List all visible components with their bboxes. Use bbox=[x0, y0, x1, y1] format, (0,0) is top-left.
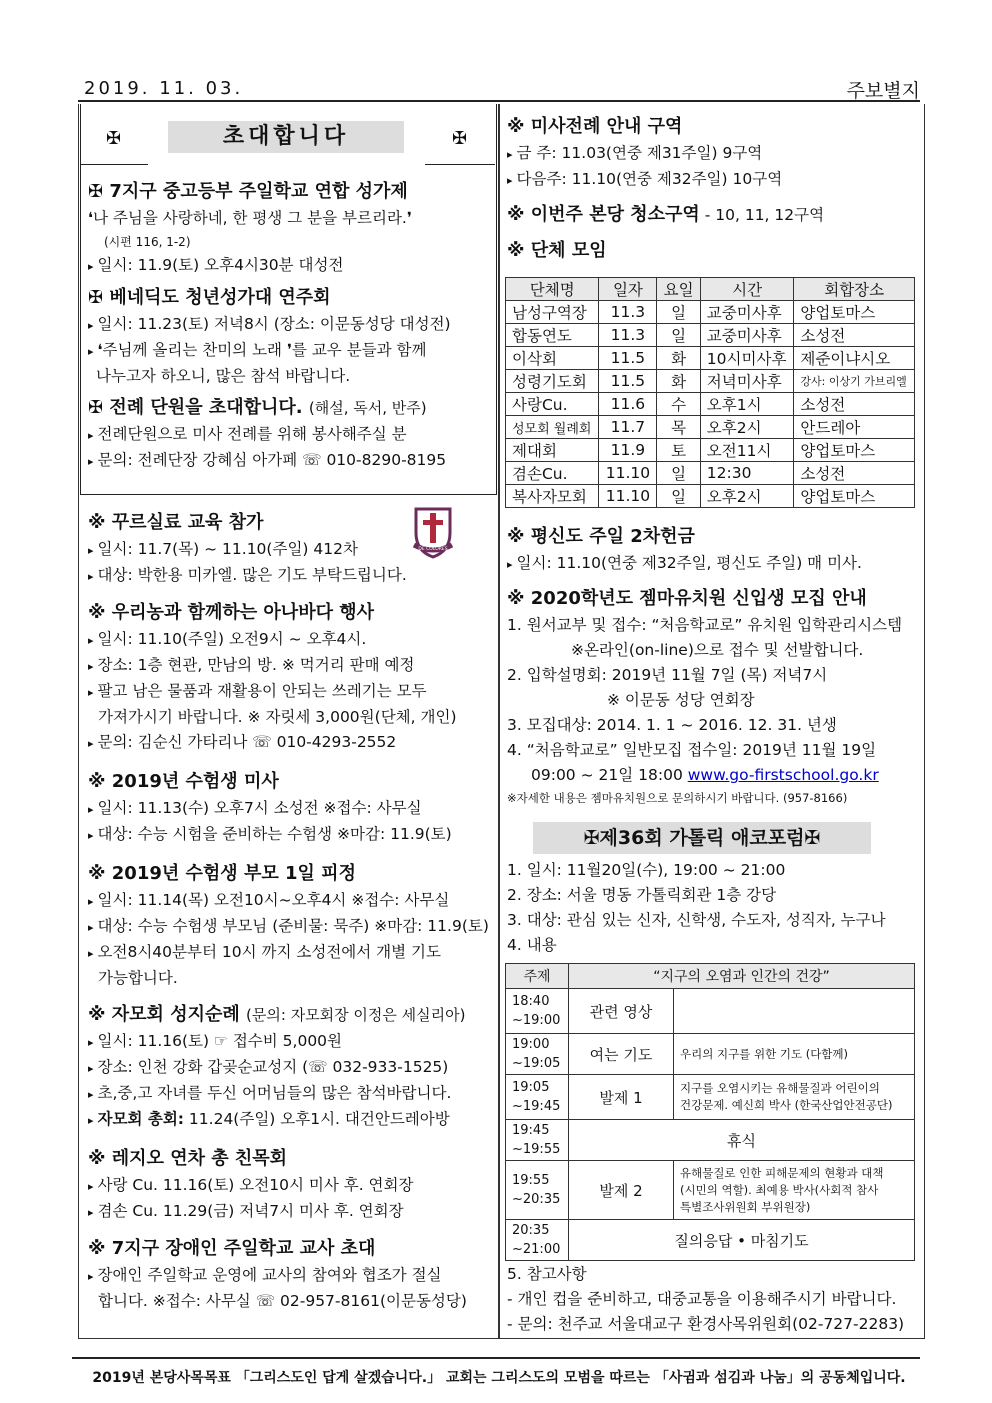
group-meeting-table bbox=[505, 277, 915, 508]
table-cell: 11.7 bbox=[599, 416, 657, 439]
bullet-icon: ▸ bbox=[88, 345, 94, 358]
header-rule bbox=[78, 100, 920, 102]
table-cell: 이삭회 bbox=[506, 347, 599, 370]
table-row bbox=[506, 1075, 915, 1120]
bullet-icon: ▸ bbox=[88, 1088, 94, 1101]
time-cell: 19:05 ~19:45 bbox=[506, 1075, 569, 1120]
program-item-cell: 휴식 bbox=[569, 1120, 915, 1161]
right-mid-sections: ※ 평신도 주일 2차헌금 ▸ 일시: 11.10(연중 제32주일, 평신도 주일) 매 미사. ※ 2020학년도 젬마유치원 신입생 모집 안내 1. 원서교부 및 접수: “처음학교로” 유치원 입학관리시스템 ※온라인(on-line)으로 접수 및 선발합니다. 2. 입학설명회: 2019년 11월 7일 (목) 저녁7시 ※ 이문동 성당 연회장 3. 모집대상: 2014. 1. 1 ~ 2016. 12. 31. 년생 4. “처음학교로” 일반모집 접수일: 2019년 11월 19일 09:00 ~ 21일 18:00 www.go-firstschool.go.kr ※자세한 내용은 젬마유치원으로 문의하시기 바랍니다. (957-8166) bbox=[507, 526, 903, 805]
cross-icon: ✠ bbox=[106, 128, 122, 149]
table-cell: 제준이냐시오 bbox=[794, 347, 915, 370]
table-row bbox=[506, 1161, 915, 1220]
table-cell: 강사: 이상기 가브리엘 bbox=[794, 370, 915, 393]
table-cell: 오후1시 bbox=[700, 393, 794, 416]
section-heading: ✠ 전례 단원을 초대합니다. (해설, 독서, 반주) bbox=[88, 397, 427, 418]
eco-forum-title: ✠제36회 가톨릭 애코포럼✠ bbox=[533, 822, 871, 854]
table-row bbox=[506, 1120, 915, 1161]
bullet-icon: ▸ bbox=[88, 570, 94, 583]
table-row bbox=[506, 393, 915, 416]
table-cell: 11.10 bbox=[599, 485, 657, 508]
bullet-icon: ▸ bbox=[88, 260, 94, 273]
bullet-icon: ▸ bbox=[88, 634, 94, 647]
table-cell: 11.10 bbox=[599, 462, 657, 485]
eco-forum-info: 1. 일시: 11월20일(수), 19:00 ~ 21:00 2. 장소: 서울 명동 가톨릭회관 1층 강당 3. 대상: 관심 있는 신자, 신학생, 수도자, 성직자, 누구나 4. 내용 bbox=[507, 861, 886, 954]
program-item-cell: 질의응답 • 마침기도 bbox=[569, 1220, 915, 1261]
table-cell: 11.9 bbox=[599, 439, 657, 462]
footer-motto: 2019년 본당사목목표 「그리스도인 답게 살겠습니다.」 교회는 그리스도의 모범을 따르는 「사귐과 섬김과 나눔」의 공동체입니다. bbox=[92, 1370, 906, 1386]
table-cell: 일 bbox=[657, 301, 700, 324]
bullet-icon: ▸ bbox=[88, 803, 94, 816]
bullet-icon: ▸ bbox=[507, 174, 513, 187]
section-mark-icon: ※ bbox=[88, 771, 106, 792]
bullet-icon: ▸ bbox=[88, 737, 94, 750]
table-cell: 교중미사후 bbox=[700, 324, 794, 347]
table-header-cell: 요일 bbox=[657, 278, 700, 301]
table-cell: 일 bbox=[657, 485, 700, 508]
table-cell: 소성전 bbox=[794, 462, 915, 485]
table-cell: 수 bbox=[657, 393, 700, 416]
lyric-line: ❛나 주님을 사랑하네, 한 평생 그 분을 부르리라.❜ bbox=[88, 209, 412, 227]
title-rule-left bbox=[80, 164, 148, 165]
table-cell: 저녁미사후 bbox=[700, 370, 794, 393]
table-cell: 일 bbox=[657, 324, 700, 347]
section-mark-icon: ※ bbox=[507, 204, 525, 225]
table-row bbox=[506, 989, 915, 1034]
program-item-cell: 여는 기도 bbox=[569, 1034, 674, 1075]
table-row bbox=[506, 462, 915, 485]
table-cell: 합동연도 bbox=[506, 324, 599, 347]
table-cell: 목 bbox=[657, 416, 700, 439]
section-mark-icon: ※ bbox=[507, 240, 525, 261]
table-cell: 11.6 bbox=[599, 393, 657, 416]
table-cell: 11.3 bbox=[599, 301, 657, 324]
bullet-icon: ▸ bbox=[88, 429, 94, 442]
table-row bbox=[506, 370, 915, 393]
section-mark-icon: ※ bbox=[507, 588, 525, 609]
table-cell: 오전11시 bbox=[700, 439, 794, 462]
table-row bbox=[506, 324, 915, 347]
table-cell: 교중미사후 bbox=[700, 301, 794, 324]
table-cell: 11.5 bbox=[599, 347, 657, 370]
title-rule-right bbox=[425, 164, 495, 165]
section-mark-icon: ※ bbox=[88, 512, 106, 533]
bullet-icon: ▸ bbox=[88, 947, 94, 960]
time-cell: 18:40 ~19:00 bbox=[506, 989, 569, 1034]
svg-text:DE COLORES: DE COLORES bbox=[418, 547, 448, 552]
section-mark-icon: ※ bbox=[88, 1148, 106, 1169]
verse-ref: (시편 116, 1-2) bbox=[104, 235, 191, 249]
time-cell: 19:00 ~19:05 bbox=[506, 1034, 569, 1075]
section-heading: ✠ 7지구 중고등부 주일학교 연합 성가제 bbox=[88, 181, 408, 202]
table-cell: 복사자모회 bbox=[506, 485, 599, 508]
section-mark-icon: ※ bbox=[88, 1238, 106, 1259]
section-heading: ✠ 베네딕도 청년성가대 연주회 bbox=[88, 287, 331, 308]
bullet-icon: ▸ bbox=[88, 660, 94, 673]
time-cell: 20:35 ~21:00 bbox=[506, 1220, 569, 1261]
program-detail-cell: 유해물질로 인한 피해문제의 현황과 대책 (시민의 역할). 최예용 박사(사회적 참사 특별조사위원회 부위원장) bbox=[674, 1161, 915, 1220]
bullet-icon: ▸ bbox=[88, 1180, 94, 1193]
table-cell: 소성전 bbox=[794, 324, 915, 347]
bulletin-date: 2019. 11. 03. bbox=[84, 78, 244, 99]
bullet-icon: ▸ bbox=[507, 558, 513, 571]
cross-icon: ✠ bbox=[452, 128, 468, 149]
bullet-icon: ▸ bbox=[88, 1062, 94, 1075]
bullet-icon: ▸ bbox=[88, 686, 94, 699]
table-cell: 사랑Cu. bbox=[506, 393, 599, 416]
table-header-cell: 일자 bbox=[599, 278, 657, 301]
table-cell: 화 bbox=[657, 347, 700, 370]
program-item-cell: 발제 1 bbox=[569, 1075, 674, 1120]
program-detail-cell: 지구를 오염시키는 유해물질과 어린이의 건강문제. 예신희 박사 (한국산업안전공단) bbox=[674, 1075, 915, 1120]
table-row bbox=[506, 485, 915, 508]
right-top-sections: ※ 미사전례 안내 구역 ▸ 금 주: 11.03(연중 제31주일) 9구역 ▸ 다음주: 11.10(연중 제32주일) 10구역 ※ 이번주 본당 청소구역 - 10, 11, 12구역 ※ 단체 모임 bbox=[507, 116, 825, 261]
table-cell: 양업토마스 bbox=[794, 485, 915, 508]
cross-circle-icon: ✠ bbox=[88, 181, 104, 202]
section-mark-icon: ※ bbox=[88, 602, 106, 623]
table-header-cell: 주제 bbox=[506, 964, 569, 989]
bullet-icon: ▸ bbox=[88, 829, 94, 842]
table-cell: 10시미사후 bbox=[700, 347, 794, 370]
program-item-cell: 발제 2 bbox=[569, 1161, 674, 1220]
table-header-cell: 단체명 bbox=[506, 278, 599, 301]
table-cell: 남성구역장 bbox=[506, 301, 599, 324]
section-mark-icon: ※ bbox=[507, 526, 525, 547]
invite-title: 초대합니다 bbox=[168, 121, 404, 153]
table-cell: 성모회 월례회 bbox=[506, 416, 599, 439]
table-cell: 토 bbox=[657, 439, 700, 462]
eco-forum-program-table bbox=[505, 963, 915, 1261]
table-row bbox=[506, 1220, 915, 1261]
time-cell: 19:45 ~19:55 bbox=[506, 1120, 569, 1161]
program-detail-cell: 우리의 지구를 위한 기도 (다함께) bbox=[674, 1034, 915, 1075]
footer-rule bbox=[72, 1357, 920, 1359]
cross-circle-icon: ✠ bbox=[88, 397, 104, 418]
bullet-icon: ▸ bbox=[88, 319, 94, 332]
table-row bbox=[506, 439, 915, 462]
bullet-icon: ▸ bbox=[88, 1270, 94, 1283]
section-mark-icon: ※ bbox=[507, 116, 525, 137]
table-cell: 안드레아 bbox=[794, 416, 915, 439]
table-cell: 양업토마스 bbox=[794, 439, 915, 462]
table-cell: 11.5 bbox=[599, 370, 657, 393]
table-cell: 화 bbox=[657, 370, 700, 393]
program-item-cell: 관련 영상 bbox=[569, 989, 674, 1034]
table-cell: 성령기도회 bbox=[506, 370, 599, 393]
bullet-icon: ▸ bbox=[88, 1036, 94, 1049]
bullet-icon: ▸ bbox=[88, 895, 94, 908]
kindergarten-link[interactable]: www.go-firstschool.go.kr bbox=[687, 766, 879, 784]
bullet-icon: ▸ bbox=[88, 455, 94, 468]
bullet-icon: ▸ bbox=[88, 921, 94, 934]
section-mark-icon: ※ bbox=[88, 863, 106, 884]
bullet-icon: ▸ bbox=[88, 544, 94, 557]
eco-forum-notes: 5. 참고사항 - 개인 컵을 준비하고, 대중교통을 이용해주시기 바랍니다. - 문의: 천주교 서울대교구 환경사목위원회(02-727-2283) bbox=[507, 1265, 905, 1333]
time-cell: 19:55 ~20:35 bbox=[506, 1161, 569, 1220]
table-row bbox=[506, 1034, 915, 1075]
table-header-cell: 회합장소 bbox=[794, 278, 915, 301]
table-header-cell: 시간 bbox=[700, 278, 794, 301]
table-cell: 12:30 bbox=[700, 462, 794, 485]
table-row bbox=[506, 347, 915, 370]
bulletin-name: 주보별지 bbox=[846, 80, 920, 102]
table-cell: 오후2시 bbox=[700, 485, 794, 508]
table-cell: 일 bbox=[657, 462, 700, 485]
table-row bbox=[506, 416, 915, 439]
table-cell: 11.3 bbox=[599, 324, 657, 347]
left-sections: ※ 꾸르실료 교육 참가 ▸ 일시: 11.7(목) ~ 11.10(주일) 412차 ▸ 대상: 박한용 미카엘. 많은 기도 부탁드립니다. ※ 우리농과 함께하는 아나바다 행사 ▸ 일시: 11.10(주일) 오전9시 ~ 오후4시. ▸ 장소: 1층 현관, 만남의 방. ※ 먹거리 판매 예정 ▸ 팔고 남은 물품과 재활용이 안되는 쓰레기는 모두 가져가시기 바랍니다. ※ 자릿세 3,000원(단체, 개인) ▸ 문의: 김순신 가타리나 ☏ 010-4293-2552 ※ 2019년 수험생 미사 ▸ 일시: 11.13(수) 오후7시 소성전 ※접수: 사무실 ▸ 대상: 수능 시험을 준비하는 수험생 ※마감: 11.9(토) ※ 2019년 수험생 부모 1일 피정 ▸ 일시: 11.14(목) 오전10시~오후4시 ※접수: 사무실 ▸ 대상: 수능 수험생 부모님 (준비물: 묵주) ※마감: 11.9(토) ▸ 오전8시40분부터 10시 까지 소성전에서 개별 기도 가능합니다. ※ 자모회 성지순례 (문의: 자모회장 이정은 세실리아) ▸ 일시: 11.16(토) ☞ 접수비 5,000원 ▸ 장소: 인천 강화 갑곶순교성지 (☏ 032-933-1525) ▸ 초,중,고 자녀를 두신 어머님들의 많은 참석바랍니다. ▸ 자모회 총회: 11.24(주일) 오후1시. 대건안드레아방 ※ 레지오 연차 총 친목회 ▸ 사랑 Cu. 11.16(토) 오전10시 미사 후. 연회장 ▸ 겸손 Cu. 11.29(금) 저녁7시 미사 후. 연회장 ※ 7지구 장애인 주일학교 교사 초대 ▸ 장애인 주일학교 운영에 교사의 참여와 협조가 절실 합니다. ※접수: 사무실 ☏ 02-957-8161(이문동성당) bbox=[88, 512, 489, 1310]
cross-circle-icon: ✠ bbox=[88, 287, 104, 308]
table-cell: 겸손Cu. bbox=[506, 462, 599, 485]
invite-content: ✠ 7지구 중고등부 주일학교 연합 성가제 ❛나 주님을 사랑하네, 한 평생 그 분을 부르리라.❜ (시편 116, 1-2) ▸ 일시: 11.9(토) 오후4시30분 대성전 ✠ 베네딕도 청년성가대 연주회 ▸ 일시: 11.23(토) 저녁8시 (장소: 이문동성당 대성전) ▸ ❛주님께 올리는 찬미의 노래 ❜를 교우 분들과 함께 나누고자 하오니, 많은 참석 바랍니다. ✠ 전례 단원을 초대합니다. (해설, 독서, 반주) ▸ 전례단원으로 미사 전례를 위해 봉사해주실 분 ▸ 문의: 전례단장 강혜심 아가페 ☏ 010-8290-8195 bbox=[88, 178, 451, 474]
table-cell: 소성전 bbox=[794, 393, 915, 416]
table-row bbox=[506, 301, 915, 324]
table-cell: 제대회 bbox=[506, 439, 599, 462]
table-cell: 오후2시 bbox=[700, 416, 794, 439]
bullet-icon: ▸ bbox=[507, 148, 513, 161]
bullet-icon: ▸ bbox=[88, 1114, 94, 1127]
program-detail-cell bbox=[674, 989, 915, 1034]
section-mark-icon: ※ bbox=[88, 1004, 106, 1025]
table-header-cell: “지구의 오염과 인간의 건강” bbox=[569, 964, 915, 989]
bullet-icon: ▸ bbox=[88, 1206, 94, 1219]
table-cell: 양업토마스 bbox=[794, 301, 915, 324]
